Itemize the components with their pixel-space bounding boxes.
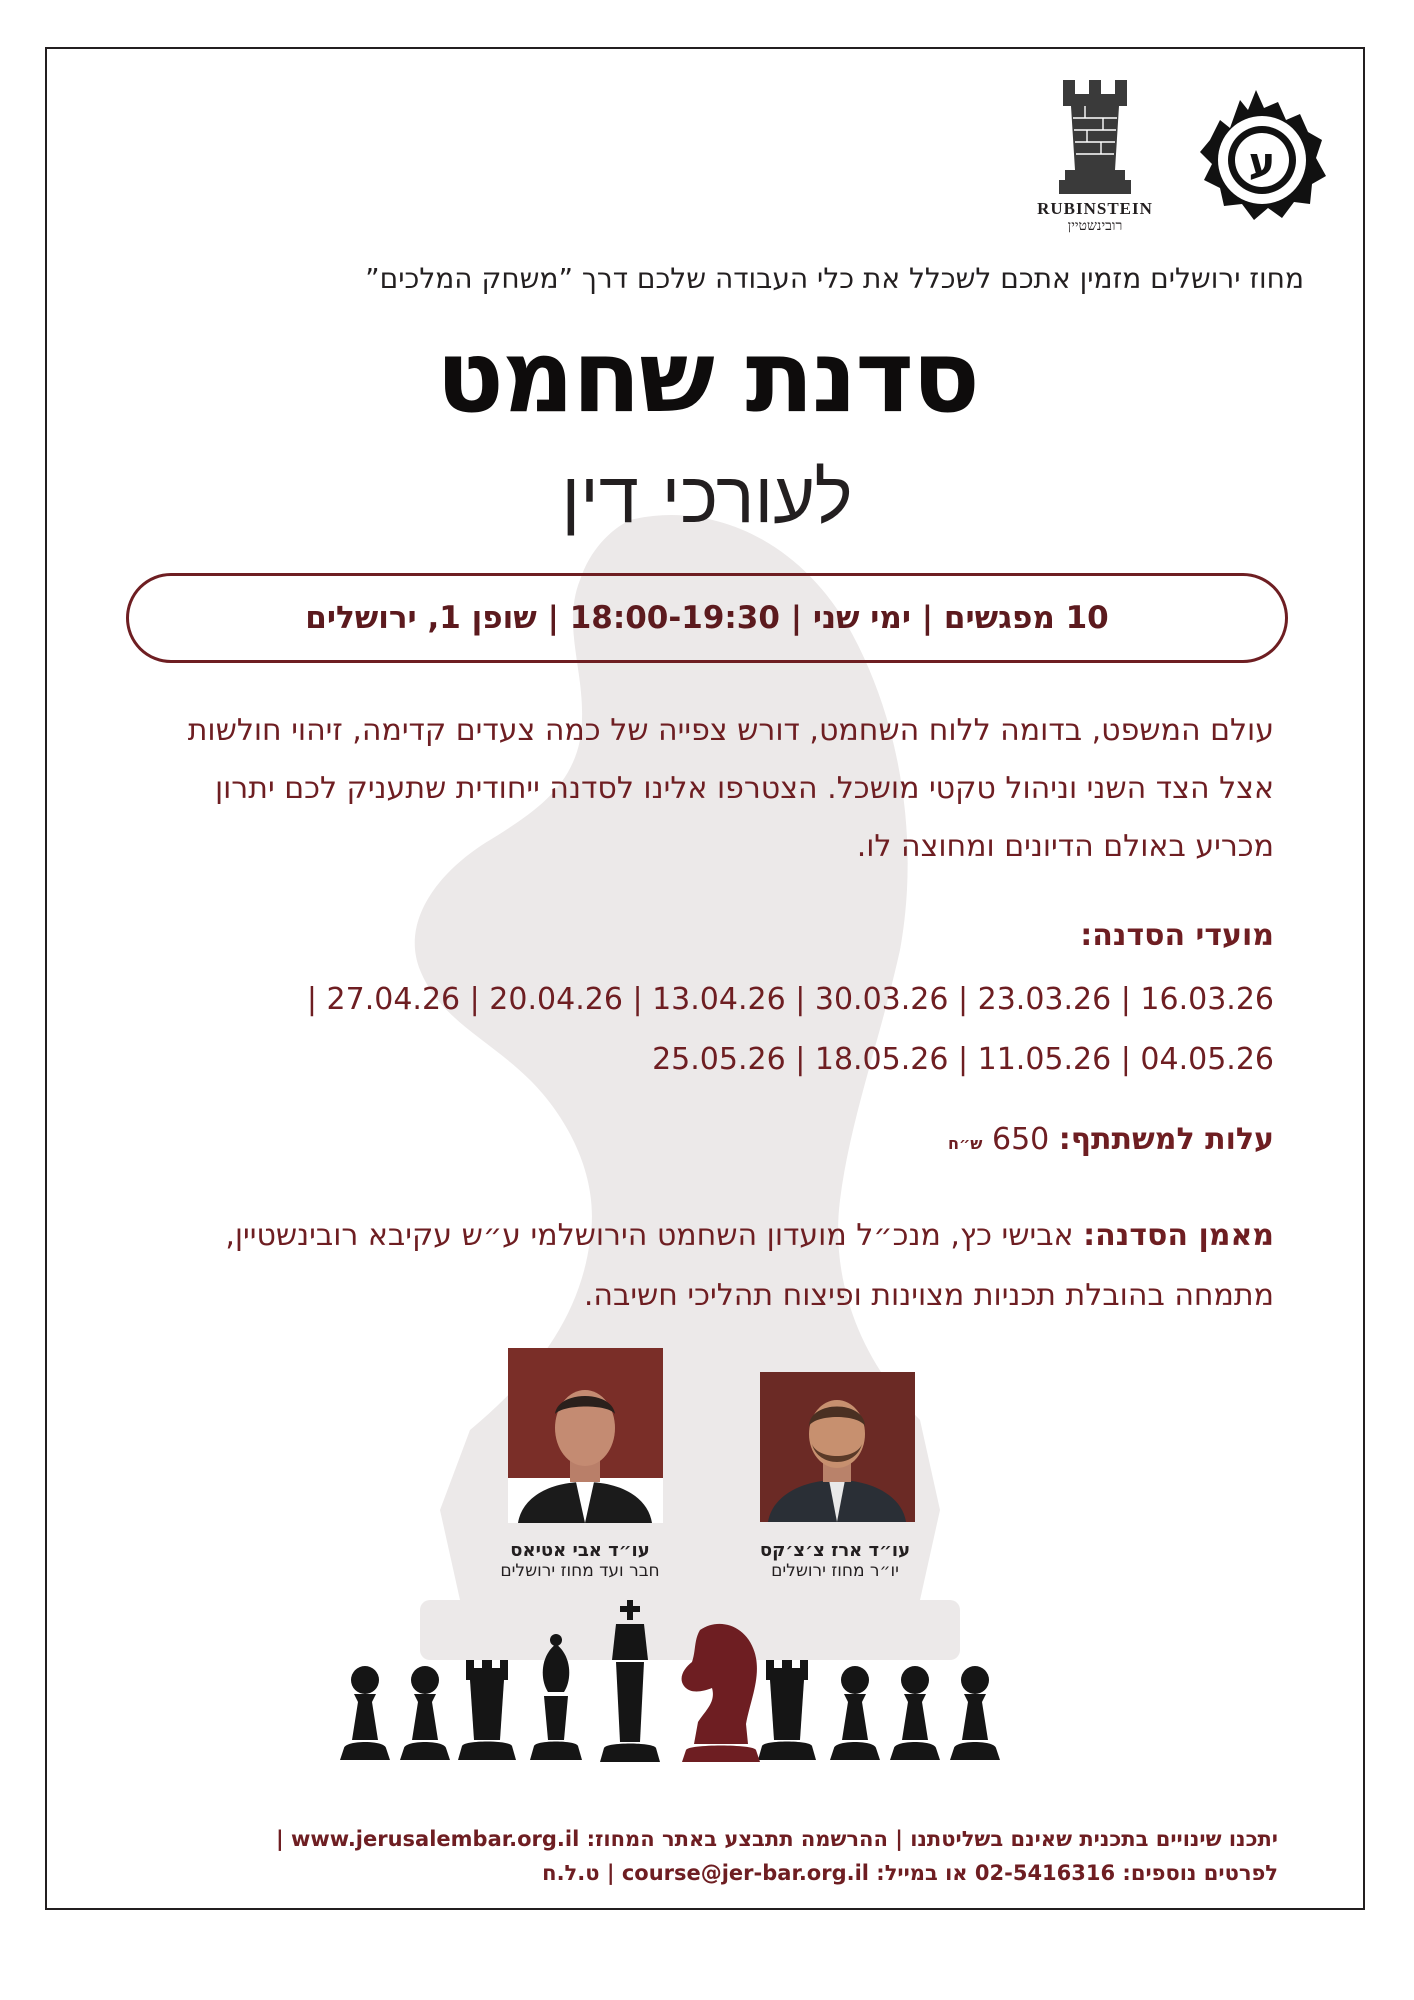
speaker-role: חבר ועד מחוז ירושלים [500,1561,660,1581]
person-icon [508,1348,663,1523]
rubinstein-logo-text: RUBINSTEIN [1037,199,1153,218]
speaker-photo-chechiks [760,1372,915,1522]
trainer-text: אבישי כץ, מנכ״ל מועדון השחמט הירושלמי ע״ש עקיבא רובינשטיין, מתמחה בהובלת תכניות מצוינות ופיצוח תהליכי חשיבה. [225,1218,1274,1313]
knight-watermark-icon [380,480,1000,1710]
chess-pieces-row [340,1600,1080,1770]
footer [118,1822,1278,1890]
dates-row-1: | 27.04.26 | 20.04.26 | 13.04.26 | 30.03.26 | 23.03.26 | 16.03.26 [306,982,1274,1017]
page-title: סדנת שחמט [435,318,978,435]
page-subtitle: לעורכי דין [561,455,853,539]
bar-association-logo-icon [1190,80,1330,230]
trainer-paragraph [134,1206,1274,1326]
speaker-photo-atias [508,1348,663,1523]
trainer-label: מאמן הסדנה: [1083,1218,1274,1253]
cost-currency: ש״ח [947,1134,983,1153]
details-pill-text: 10 מפגשים | ימי שני | 18:00-19:30 | שופן 1, ירושלים [305,600,1109,636]
rubinstein-logo-hebrew: רובינשטיין [1067,219,1123,234]
cost-label: עלות למשתתף: [1058,1122,1274,1157]
speaker-caption-chechiks [710,1540,960,1581]
speaker-name: עו״ד אבי אטיאס [510,1540,650,1561]
speaker-role: יו״ר מחוז ירושלים [771,1561,899,1581]
speaker-name: עו״ד ארז צ׳צ׳קס [759,1540,911,1561]
details-pill [126,573,1288,663]
footer-line-1: יתכנו שינויים בתכנית שאינם בשליטתנו | ההרשמה תתבצע באתר המחוז: www.jerusalembar.org.il | [275,1827,1278,1851]
intro-line: מחוז ירושלים מזמין אתכם לשכלל את כלי העבודה שלכם דרך ”משחק המלכים” [365,262,1304,295]
cost-line [948,1122,1274,1157]
dates-heading: מועדי הסדנה: [1080,918,1274,953]
knight-icon [682,1624,760,1762]
rook-icon [1055,80,1135,195]
dates-row-2: 25.05.26 | 18.05.26 | 11.05.26 | 04.05.26 [652,1042,1274,1077]
speaker-caption-atias [445,1540,715,1581]
dates-list [134,970,1274,1090]
cost-value: 650 [991,1122,1050,1157]
bar-logo-letter: ע [1248,140,1276,186]
footer-line-2: לפרטים נוספים: 02-5416316 או במייל: course@jer-bar.org.il | ט.ל.ח [542,1861,1278,1885]
rubinstein-logo [1030,80,1160,250]
person-icon [760,1372,915,1522]
description-paragraph: עולם המשפט, בדומה ללוח השחמט, דורש צפייה של כמה צעדים קדימה, זיהוי חולשות אצל הצד השני וניהול טקטי מושכל. הצטרפו אלינו לסדנה ייחודית שתעניק לכם יתרון מכריע באולם הדיונים ומחוצה לו. [187,713,1274,864]
